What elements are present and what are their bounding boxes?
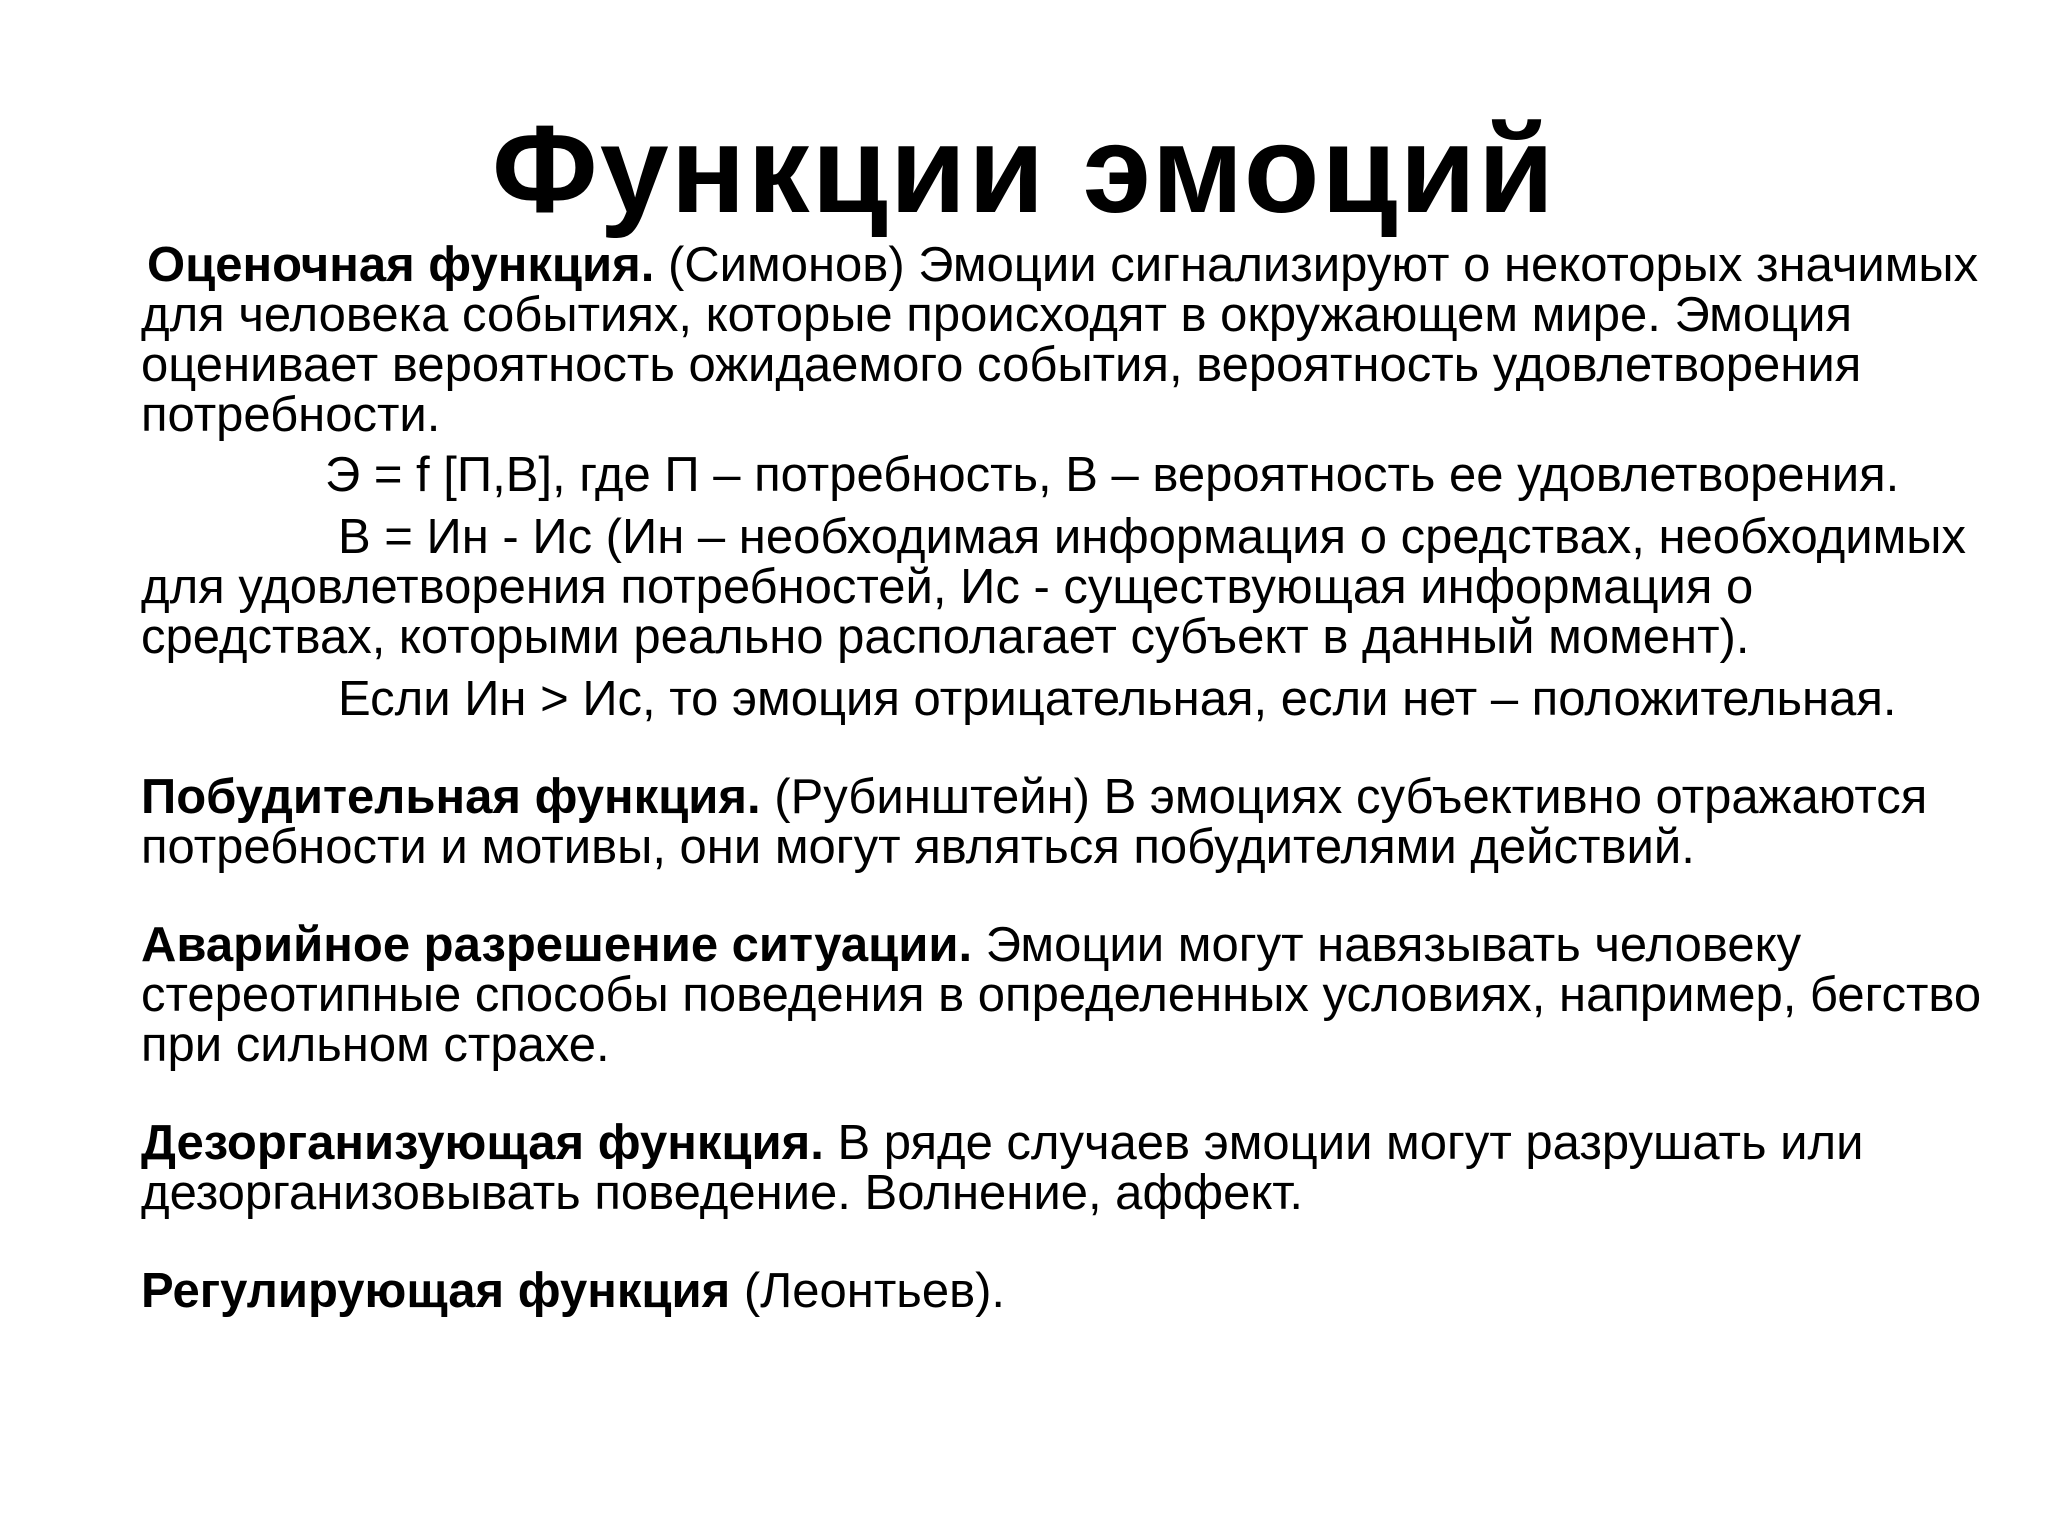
spacer — [141, 1070, 2001, 1118]
evaluative-function-paragraph — [141, 240, 2001, 440]
spacer — [141, 1218, 2001, 1266]
motivating-function-text: (Рубинштейн) В эмоциях субъективно отражаются потребности и мотивы, они могут являться побудителями действий. — [141, 770, 1928, 874]
probability-formula: В = Ин - Ис (Ин – необходимая информация о средствах, необходимых для удовлетворения потребностей, Ис - существующая информация о средствах, которыми реально располагает субъект в данный момент). — [141, 510, 1966, 664]
disorganizing-function-heading: Дезорганизующая функция. — [141, 1116, 824, 1170]
emotion-formula: Э = f [П,В], где П – потребность, В – вероятность ее удовлетворения. — [325, 448, 1900, 502]
slide-title: Функции эмоций — [491, 101, 1557, 239]
slide-body — [141, 240, 2001, 1316]
evaluative-function-text: (Симонов) Эмоции сигнализируют о некоторых значимых для человека событиях, которые происходят в окружающем мире. Эмоция оценивает вероятность ожидаемого события, вероятность удовлетворения потребности. — [141, 238, 1979, 442]
motivating-function-paragraph — [141, 772, 2001, 872]
disorganizing-function-paragraph — [141, 1118, 2001, 1218]
emergency-resolution-paragraph — [141, 920, 2001, 1070]
spacer — [141, 724, 2001, 772]
spacer — [141, 872, 2001, 920]
motivating-function-heading: Побудительная функция. — [141, 770, 761, 824]
disorganizing-function-text: В ряде случаев эмоции могут разрушать или дезорганизовывать поведение. Волнение, аффект. — [141, 1116, 1864, 1220]
emergency-resolution-heading: Аварийное разрешение ситуации. — [141, 918, 973, 972]
evaluative-function-heading: Оценочная функция. — [147, 238, 655, 292]
regulating-function-text: (Леонтьев). — [730, 1264, 1006, 1318]
emergency-resolution-text: Эмоции могут навязывать человеку стереотипные способы поведения в определенных условиях, например, бегство при сильном страхе. — [141, 918, 1982, 1072]
regulating-function-heading: Регулирующая функция — [141, 1264, 731, 1318]
regulating-function-paragraph — [141, 1266, 2001, 1316]
emotion-sign-rule: Если Ин > Ис, то эмоция отрицательная, если нет – положительная. — [338, 672, 1897, 726]
